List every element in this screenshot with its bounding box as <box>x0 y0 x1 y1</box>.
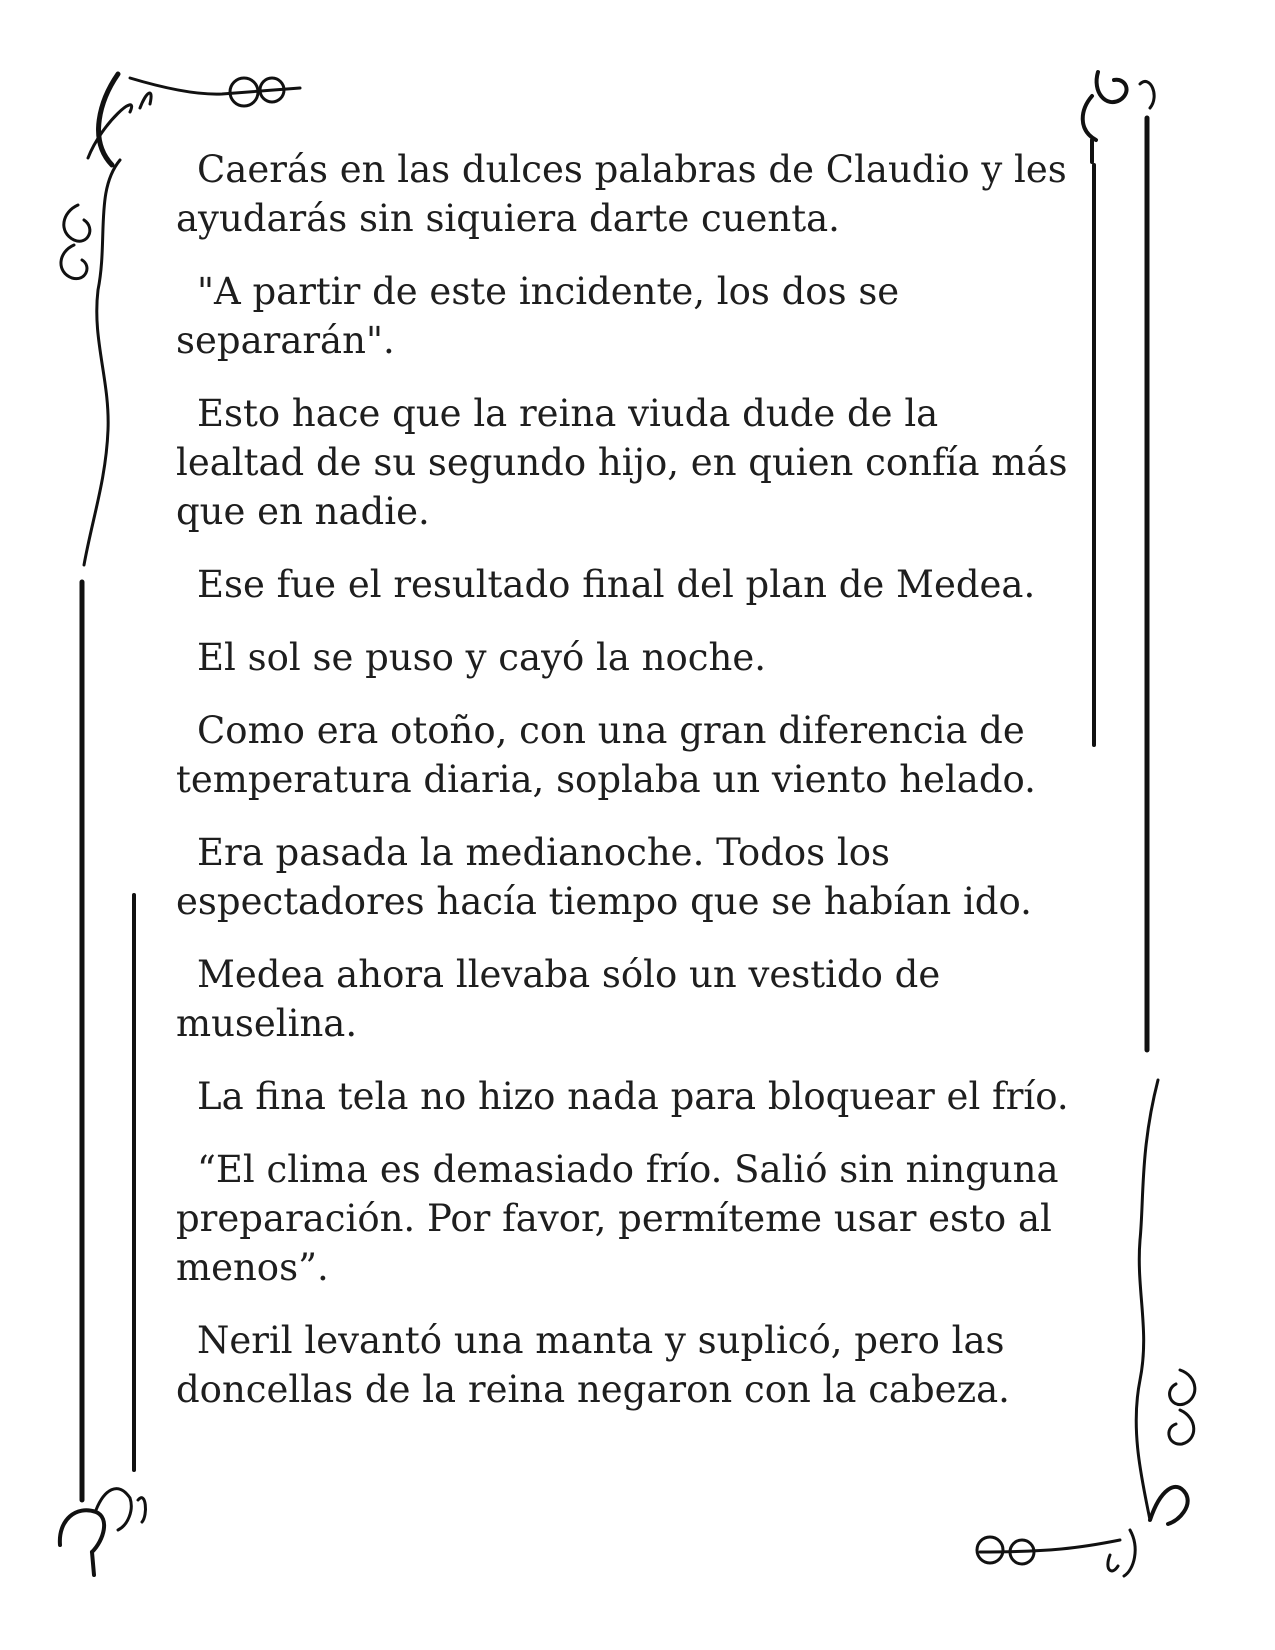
paragraph: Caerás en las dulces palabras de Claudio y les ayudarás sin siquiera darte cuenta. <box>176 148 1067 240</box>
paragraph: La fina tela no hizo nada para bloquear el frío. <box>197 1075 1069 1118</box>
paragraph: Medea ahora llevaba sólo un vestido de muselina. <box>176 953 941 1045</box>
paragraph: Esto hace que la reina viuda dude de la lealtad de su segundo hijo, en quien confía más que en nadie. <box>176 392 1068 533</box>
flourish-bottom-left <box>60 1489 146 1575</box>
paragraph: El sol se puso y cayó la noche. <box>197 636 767 679</box>
paragraph: “El clima es demasiado frío. Salió sin ninguna preparación. Por favor, permíteme usar esto al menos”. <box>176 1148 1059 1289</box>
paragraph: "A partir de este incidente, los dos se separarán". <box>176 270 900 362</box>
paragraph: Neril levantó una manta y suplicó, pero las doncellas de la reina negaron con la cabeza. <box>176 1319 1010 1411</box>
flourish-top-right <box>1083 72 1154 162</box>
body-text <box>176 145 1076 1438</box>
paragraph: Como era otoño, con una gran diferencia de temperatura diaria, soplaba un viento helado. <box>176 709 1036 801</box>
paragraph: Era pasada la medianoche. Todos los espectadores hacía tiempo que se habían ido. <box>176 831 1032 923</box>
paragraph: Ese fue el resultado final del plan de Medea. <box>197 563 1036 606</box>
